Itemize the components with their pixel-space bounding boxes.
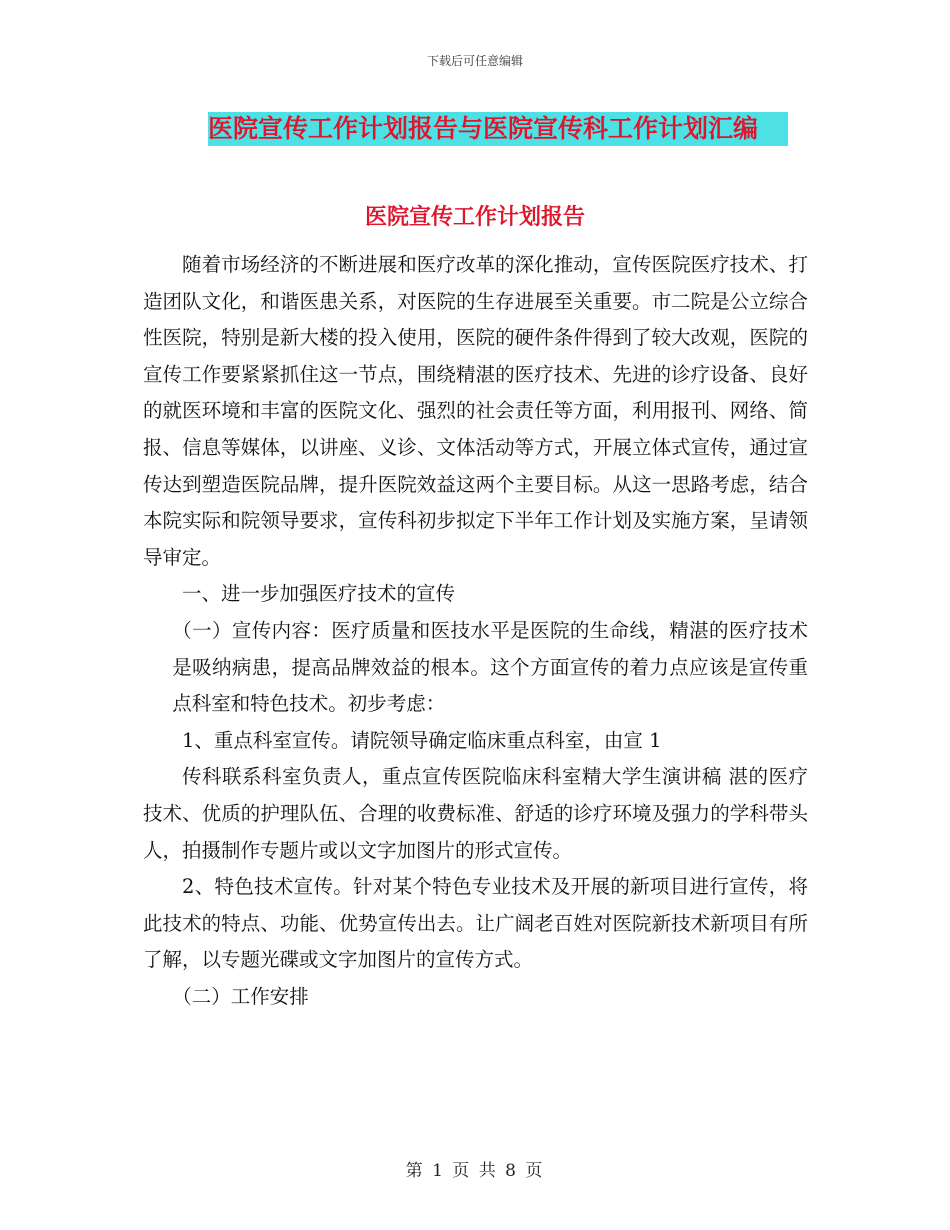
paragraph-key-departments-cont: 传科联系科室负责人，重点宣传医院临床科室精大学生演讲稿 湛的医疗技术、优质的护理队伍、合理的收费标准、舒适的诊疗环境及强力的学科带头人，拍摄制作专题片或以文字加图片的形式宣传。 [143,765,808,862]
paragraph-special-tech: 2、特色技术宣传。针对某个特色专业技术及开展的新项目进行宣传，将此技术的特点、功能、优势宣传出去。让广阔老百姓对医院新技术新项目有所了解，以专题光碟或文字加图片的宣传方式。 [143,875,808,972]
page-number: 第 1 页 共 8 页 [405,1161,545,1181]
heading-section-one: 一、进一步加强医疗技术的宣传 [182,582,456,606]
header-note: 下载后可任意编辑 [426,54,523,68]
paragraph-content: （一）宣传内容：医疗质量和医技水平是医院的生命线，精湛的医疗技术是吸纳病患，提高品牌效益的根本。这个方面宣传的着力点应该是宣传重点科室和特色技术。初步考虑： [172,618,808,716]
document-body [143,247,808,1015]
paragraph-key-departments: 1、重点科室宣传。请院领导确定临床重点科室，由宣 1 [182,728,662,752]
paragraph-intro: 随着市场经济的不断进展和医疗改革的深化推动，宣传医院医疗技术、打造团队文化，和谐医患关系，对医院的生存进展至关重要。市二院是公立综合性医院，特别是新大楼的投入使用，医院的硬件条件得到了较大改观，医院的宣传工作要紧紧抓住这一节点，围绕精湛的医疗技术、先进的诊疗设备、良好的就医环境和丰富的医院文化、强烈的社会责任等方面，利用报刊、网络、简报、信息等媒体，以讲座、义诊、文体活动等方式，开展立体式宣传，通过宣传达到塑造医院品牌，提升医院效益这两个主要目标。从这一思路考虑，结合本院实际和院领导要求，宣传科初步拟定下半年工作计划及实施方案，呈请领导审定。 [143,253,808,569]
main-title-container [208,112,788,146]
heading-work-arrangement: （二）工作安排 [172,984,309,1008]
section-title: 医院宣传工作计划报告 [364,204,585,230]
main-title: 医院宣传工作计划报告与医院宣传科工作计划汇编 [208,112,788,146]
